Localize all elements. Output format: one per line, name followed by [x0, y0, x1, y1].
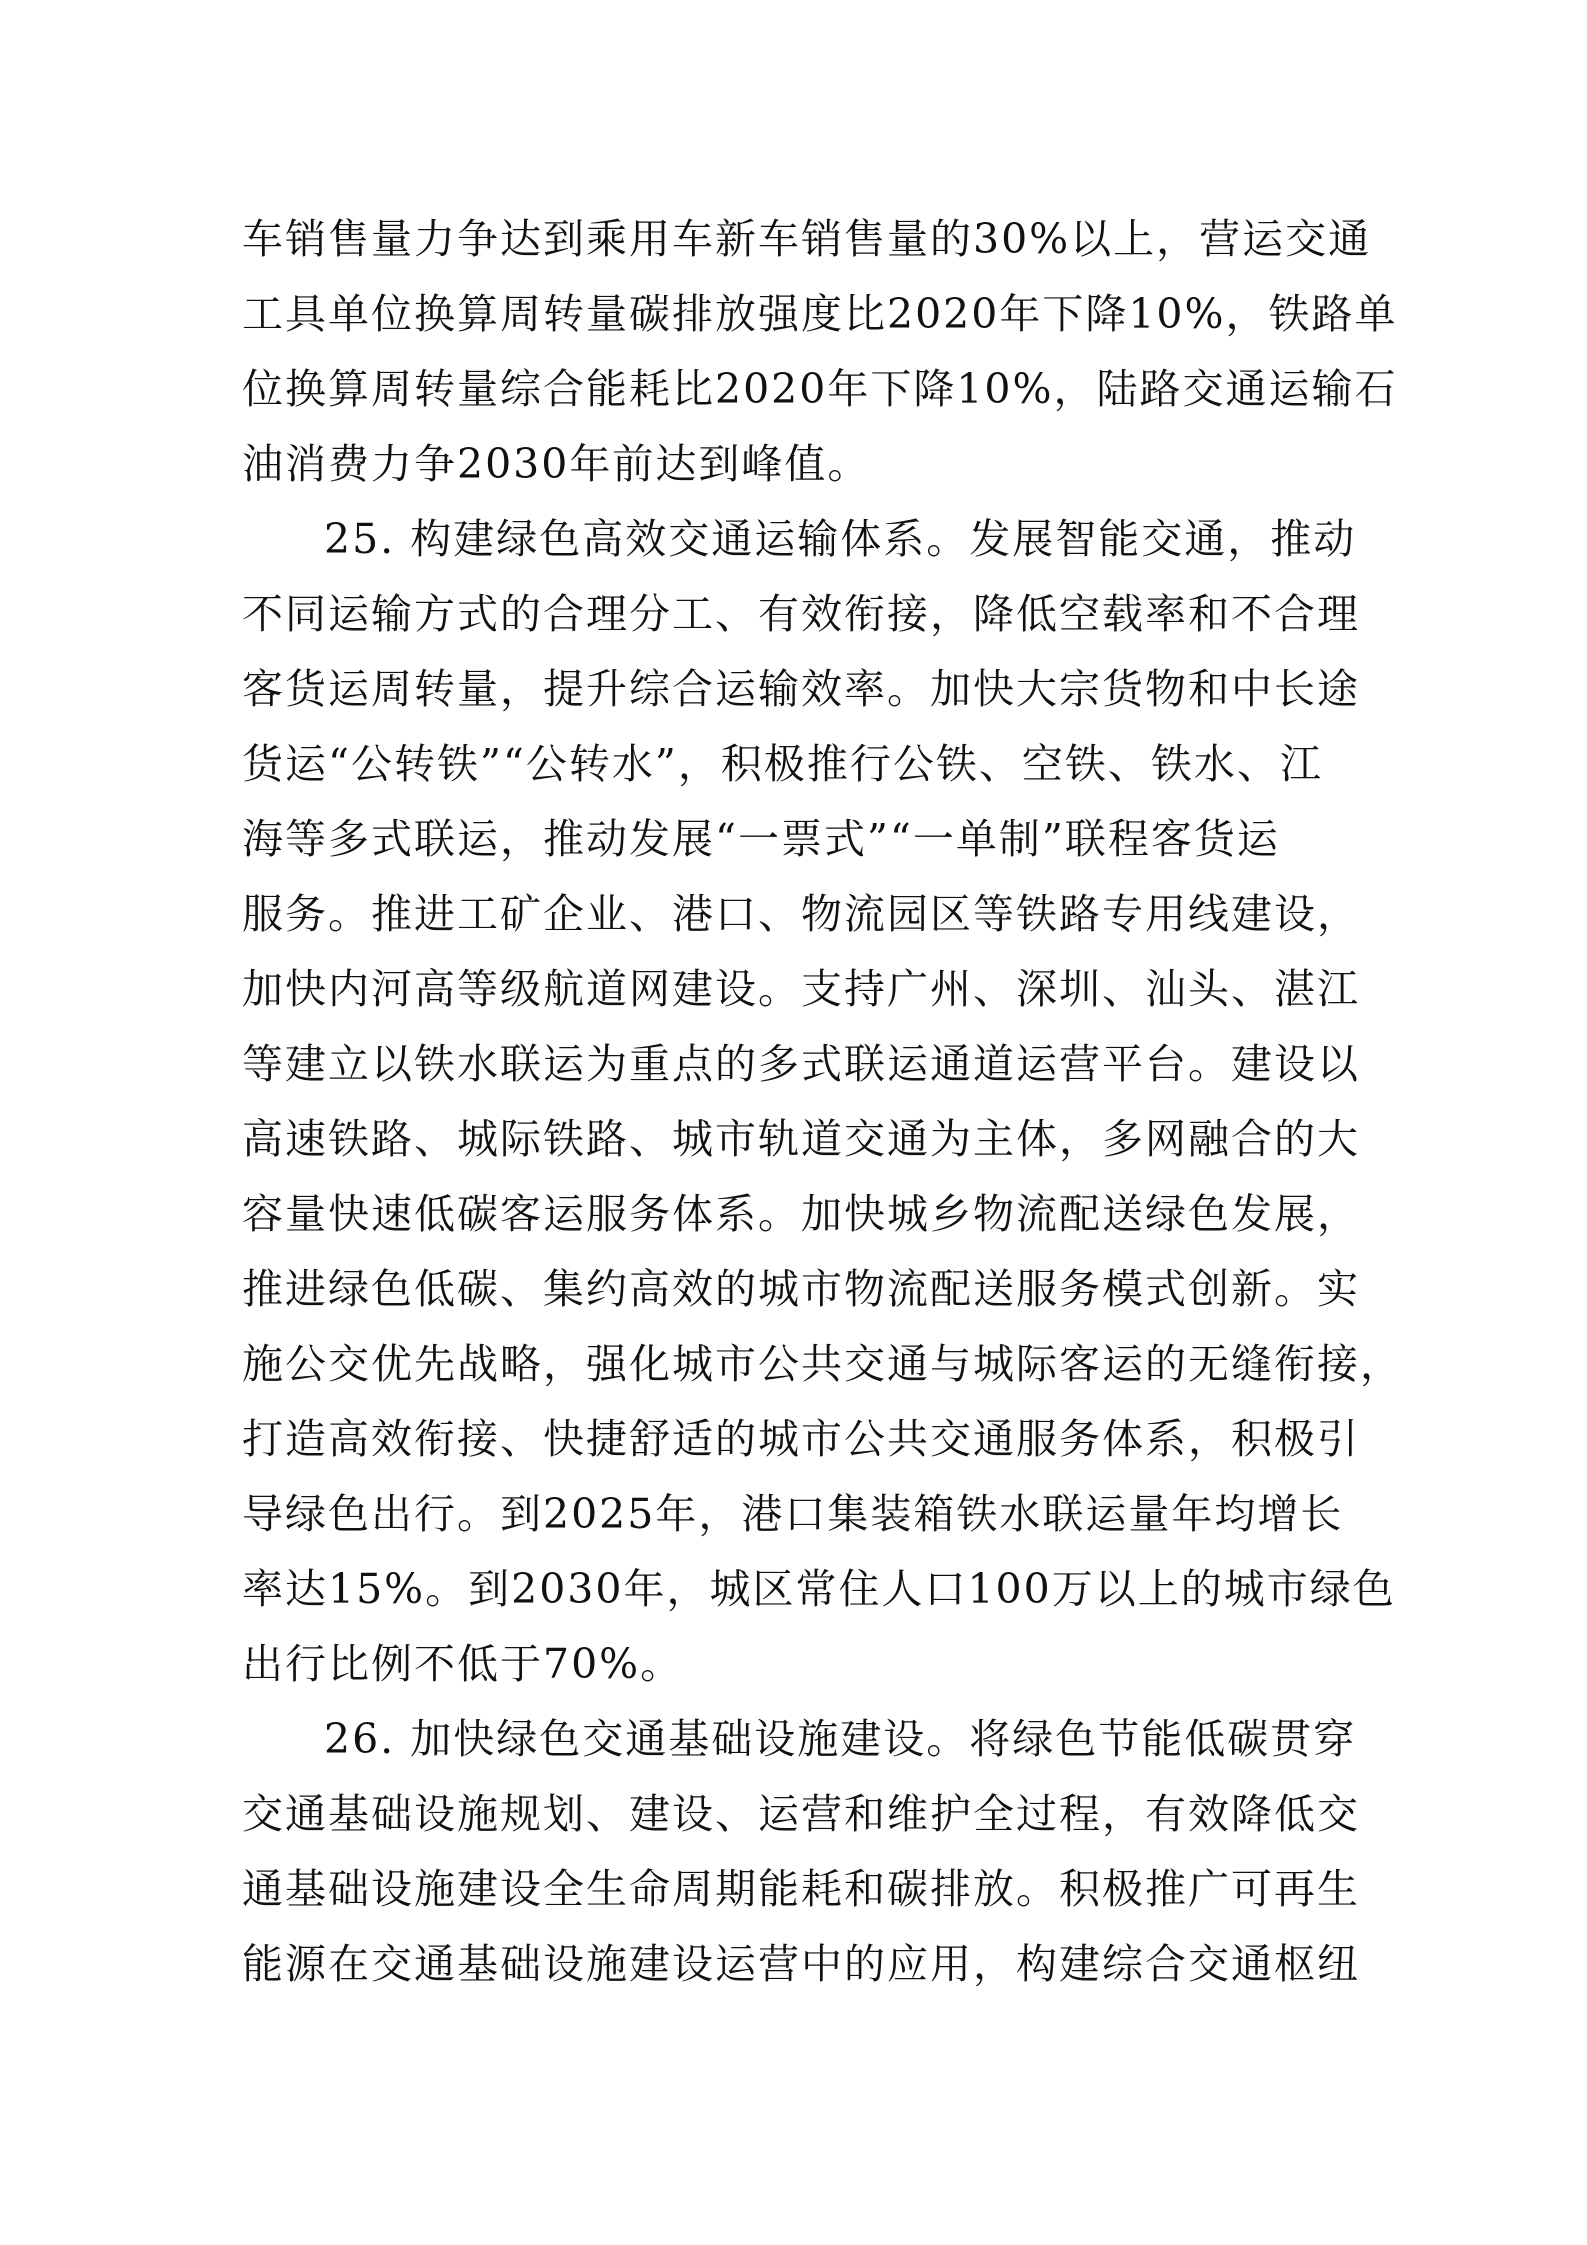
text-line: 位换算周转量综合能耗比2020年下降10%，陆路交通运输石: [242, 365, 1398, 413]
text-line: 货运“公转铁”“公转水”，积极推行公铁、空铁、铁水、江: [242, 740, 1323, 788]
paragraph-26-start: 26. 加快绿色交通基础设施建设。将绿色节能低碳贯穿: [324, 1715, 1357, 1763]
text-line: 客货运周转量，提升综合运输效率。加快大宗货物和中长途: [242, 665, 1360, 713]
text-line: 出行比例不低于70%。: [242, 1640, 684, 1688]
text-line: 通基础设施建设全生命周期能耗和碳排放。积极推广可再生: [242, 1865, 1360, 1913]
text-line: 交通基础设施规划、建设、运营和维护全过程，有效降低交: [242, 1790, 1360, 1838]
text-line: 打造高效衔接、快捷舒适的城市公共交通服务体系，积极引: [242, 1415, 1360, 1463]
text-line: 工具单位换算周转量碳排放强度比2020年下降10%，铁路单: [242, 290, 1398, 338]
text-line: 高速铁路、城际铁路、城市轨道交通为主体，多网融合的大: [242, 1115, 1360, 1163]
text-line: 加快内河高等级航道网建设。支持广州、深圳、汕头、湛江: [242, 965, 1360, 1013]
text-line: 油消费力争2030年前达到峰值。: [242, 440, 871, 488]
text-line: 推进绿色低碳、集约高效的城市物流配送服务模式创新。实: [242, 1265, 1360, 1313]
paragraph-25-start: 25. 构建绿色高效交通运输体系。发展智能交通，推动: [324, 515, 1357, 563]
text-line: 容量快速低碳客运服务体系。加快城乡物流配送绿色发展，: [242, 1190, 1360, 1238]
text-line: 不同运输方式的合理分工、有效衔接，降低空载率和不合理: [242, 590, 1360, 638]
text-line: 能源在交通基础设施建设运营中的应用，构建综合交通枢纽: [242, 1940, 1360, 1988]
body-text: [242, 202, 1403, 2002]
text-line: 服务。推进工矿企业、港口、物流园区等铁路专用线建设，: [242, 890, 1360, 938]
text-line: 导绿色出行。到2025年，港口集装箱铁水联运量年均增长: [242, 1490, 1344, 1538]
text-line: 海等多式联运，推动发展“一票式”“一单制”联程客货运: [242, 815, 1280, 863]
text-line: 施公交优先战略，强化城市公共交通与城际客运的无缝衔接，: [242, 1340, 1403, 1388]
text-line: 等建立以铁水联运为重点的多式联运通道运营平台。建设以: [242, 1040, 1360, 1088]
text-line: 率达15%。到2030年，城区常住人口100万以上的城市绿色: [242, 1565, 1396, 1613]
text-line: 车销售量力争达到乘用车新车销售量的30%以上，营运交通: [242, 215, 1372, 263]
